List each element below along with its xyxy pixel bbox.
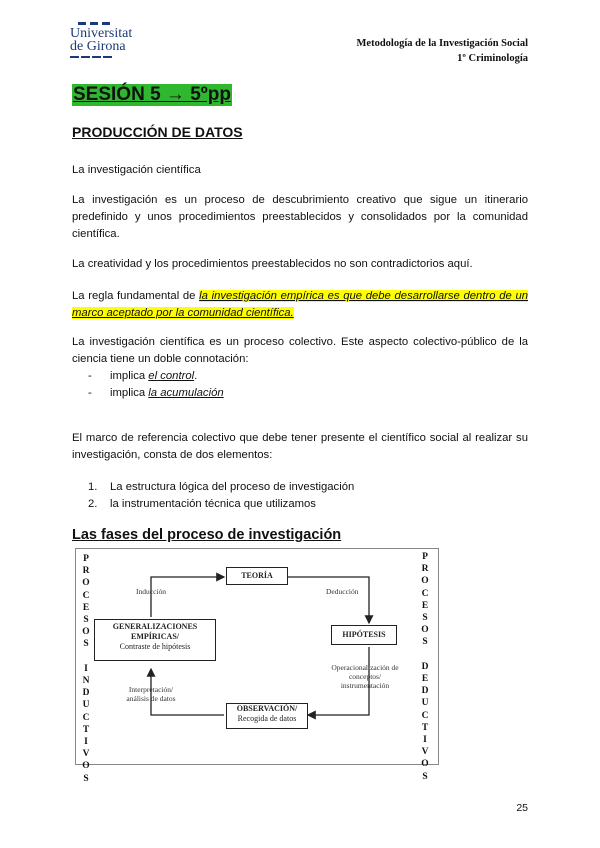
logo-bars-icon [70,56,132,58]
highlighted-rule: la investigación empírica es que debe desarrollarse dentro de un marco aceptado por la comunidad científica. [72,290,529,319]
paragraph-1: La investigación científica [72,164,201,176]
interpretation-label: Interpretación/ análisis de datos [126,685,176,703]
deductive-processes-label [420,551,430,783]
list-item: 2. la instrumentación técnica que utilizamos [88,498,316,510]
vertical-letter: E [421,674,429,685]
vertical-letter: S [83,773,89,784]
vertical-letter: I [84,663,88,674]
vertical-letter: D [82,688,90,699]
vertical-letter: V [82,749,90,760]
accumulation-term: la acumulación [148,387,224,399]
logo-line-1: Universitat [70,26,133,41]
vertical-letter: O [82,578,90,589]
vertical-letter: E [82,602,90,613]
vertical-letter: O [82,627,90,638]
theory-box: TEORÍA [226,567,288,585]
observation-box [226,703,308,729]
vertical-letter: V [421,747,429,758]
paragraph-3: La creatividad y los procedimientos preestablecidos no son contradictorios aquí. [72,258,473,270]
page-header [357,36,529,66]
induction-label: Inducción [136,587,166,596]
generalizations-subtitle: Contraste de hipótesis [119,642,191,651]
logo-crown-icon [78,22,132,25]
hypothesis-box: HIPÓTESIS [331,625,397,645]
vertical-letter: I [423,735,427,746]
vertical-letter: D [421,686,429,697]
vertical-letter: T [421,722,429,733]
operationalization-label: Operacionalización de conceptos/ instrumentación [331,663,399,690]
vertical-letter: S [422,637,428,648]
vertical-letter: O [421,759,429,770]
vertical-letter: S [422,613,428,624]
elements-list [88,479,354,513]
paragraph-4-prefix: La regla fundamental de [72,290,200,302]
generalizations-title: GENERALIZACIONES EMPÍRICAS/ [112,622,198,641]
page-number: 25 [516,802,528,814]
course-name: Metodología de la Investigación Social [356,38,528,49]
vertical-letter: P [422,552,428,562]
arrow-deduction [288,577,369,623]
paragraph-5: La investigación científica es un proceso colectivo. Este aspecto colectivo-público de la ciencia tiene un doble connotación: [72,336,528,365]
logo-line-2: de Girona [70,39,126,54]
session-title: SESIÓN 5 → 5ºpp [73,84,231,105]
phases-title: Las fases del proceso de investigación [72,527,342,543]
vertical-letter: C [421,710,429,721]
arrow-induction [151,577,224,617]
vertical-letter: T [82,724,90,735]
control-term: el control [148,370,195,382]
paragraph-2: La investigación es un proceso de descubrimiento creativo que sigue un itinerario predefinido y unos procedimientos preestablecidos y consolidados por la comunidad científica. [72,194,528,240]
vertical-letter: R [421,564,429,575]
vertical-letter: S [83,639,89,650]
vertical-letter: P [83,554,89,564]
vertical-letter: D [421,661,429,672]
paragraph-6: El marco de referencia colectivo que debe tener presente el científico social al realizar su investigación, consta de dos elementos: [72,432,528,461]
list-item: - implica la acumulación [88,385,224,402]
vertical-letter: S [422,771,428,782]
generalizations-box [94,619,216,661]
vertical-letter: C [82,712,90,723]
deduction-label: Deducción [326,587,359,596]
observation-title: OBSERVACIÓN/ [236,704,298,713]
paragraph-4 [72,288,528,322]
connotation-list [88,368,224,402]
university-logo [70,22,132,58]
vertical-letter: C [421,588,429,599]
vertical-letter: O [421,625,429,636]
vertical-letter: U [82,700,90,711]
vertical-letter [420,649,430,661]
vertical-letter: S [83,615,89,626]
vertical-letter: E [421,600,429,611]
research-process-diagram [75,548,439,784]
list-item: 1. La estructura lógica del proceso de investigación [88,481,355,493]
program-name: 1º Criminología [457,53,528,64]
list-item: - implica el control. [88,368,224,385]
observation-subtitle: Recogida de datos [237,714,297,723]
vertical-letter: I [84,737,88,748]
vertical-letter: N [82,676,90,687]
section-title: PRODUCCIÓN DE DATOS [72,124,243,140]
vertical-letter: O [421,576,429,587]
vertical-letter: C [82,590,90,601]
vertical-letter: U [421,698,429,709]
vertical-letter: R [82,566,90,577]
vertical-letter: O [82,761,90,772]
